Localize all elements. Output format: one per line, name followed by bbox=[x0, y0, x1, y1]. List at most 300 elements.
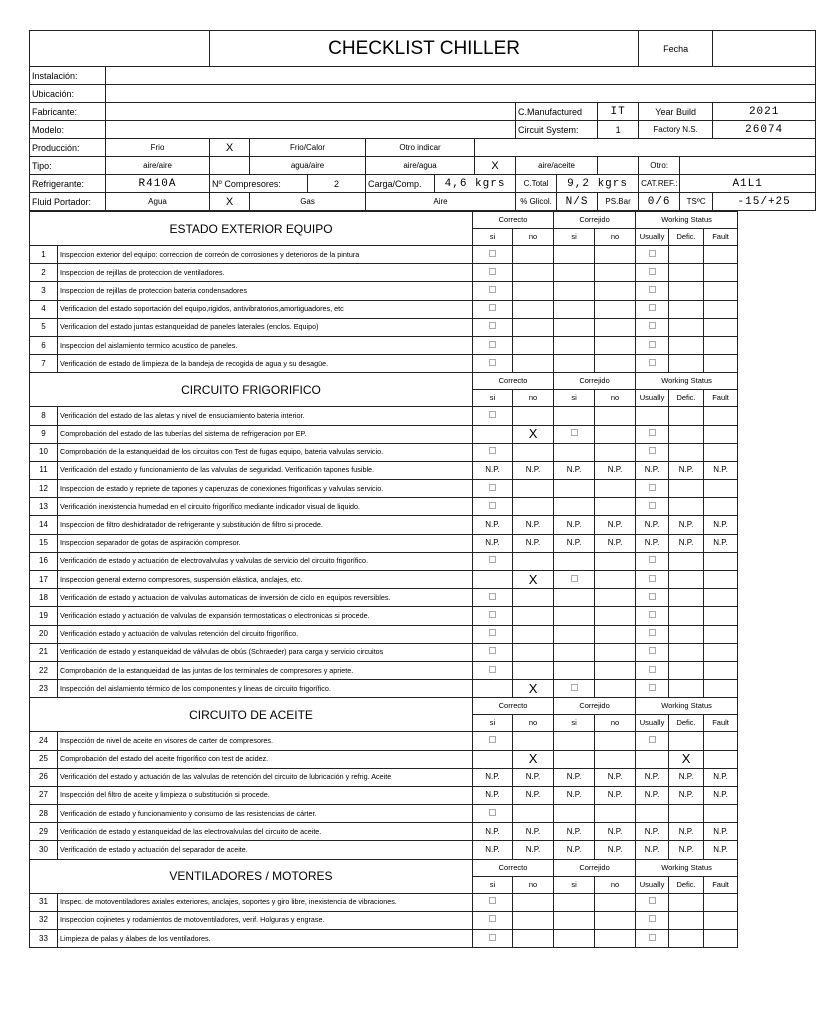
checkbox-icon[interactable] bbox=[649, 684, 656, 691]
corregido-no-cell[interactable] bbox=[595, 480, 636, 498]
fault-cell[interactable] bbox=[704, 607, 738, 625]
defic-cell[interactable] bbox=[669, 893, 704, 911]
usually-cell[interactable] bbox=[636, 805, 669, 823]
usually-cell[interactable] bbox=[636, 589, 669, 607]
si-header: si bbox=[554, 715, 595, 732]
correcto-no-cell[interactable] bbox=[513, 246, 554, 264]
corregido-no-cell[interactable] bbox=[595, 300, 636, 318]
item-description: Verificación de estado de limpieza de la bandeja de recogida de agua y su desagüe. bbox=[58, 355, 473, 373]
correcto-si-cell[interactable] bbox=[473, 930, 513, 948]
fault-header: Fault bbox=[704, 715, 738, 732]
usually-header: Usually bbox=[636, 390, 669, 407]
fault-cell[interactable] bbox=[704, 282, 738, 300]
corregido-no-cell[interactable] bbox=[595, 750, 636, 768]
checkbox-icon[interactable] bbox=[649, 447, 656, 454]
defic-cell[interactable] bbox=[669, 732, 704, 750]
checkbox-icon[interactable] bbox=[489, 268, 496, 275]
checkbox-icon[interactable] bbox=[489, 359, 496, 366]
correcto-si-cell[interactable] bbox=[473, 282, 513, 300]
usually-cell[interactable] bbox=[636, 680, 669, 698]
usually-cell[interactable] bbox=[636, 661, 669, 679]
defic-cell[interactable] bbox=[669, 552, 704, 570]
correcto-no-cell[interactable]: X bbox=[513, 425, 554, 443]
item-number: 22 bbox=[30, 661, 58, 679]
defic-cell[interactable] bbox=[669, 443, 704, 461]
defic-cell[interactable] bbox=[669, 300, 704, 318]
produccion-other-value[interactable] bbox=[475, 139, 816, 157]
correcto-no-cell[interactable] bbox=[513, 893, 554, 911]
correcto-si-cell[interactable] bbox=[473, 732, 513, 750]
correcto-no-cell[interactable] bbox=[513, 264, 554, 282]
aire-agua-option: aire/agua bbox=[366, 157, 475, 175]
checkbox-icon[interactable] bbox=[489, 322, 496, 329]
corregido-si-cell[interactable] bbox=[554, 407, 595, 425]
fault-cell[interactable] bbox=[704, 425, 738, 443]
checkbox-icon[interactable] bbox=[649, 647, 656, 654]
corregido-no-cell[interactable] bbox=[595, 443, 636, 461]
checkbox-icon[interactable] bbox=[649, 268, 656, 275]
correcto-si-cell: N.P. bbox=[473, 823, 513, 841]
checkbox-icon[interactable] bbox=[649, 666, 656, 673]
corregido-no-cell[interactable] bbox=[595, 425, 636, 443]
correcto-no-cell[interactable] bbox=[513, 443, 554, 461]
corregido-si-cell[interactable] bbox=[554, 480, 595, 498]
si-header: si bbox=[554, 229, 595, 246]
section-title: VENTILADORES / MOTORES bbox=[30, 859, 473, 893]
defic-cell[interactable] bbox=[669, 246, 704, 264]
usually-cell[interactable] bbox=[636, 355, 669, 373]
corregido-no-cell[interactable] bbox=[595, 355, 636, 373]
corregido-no-cell[interactable] bbox=[595, 607, 636, 625]
checkbox-icon[interactable] bbox=[489, 250, 496, 257]
correcto-si-cell[interactable] bbox=[473, 625, 513, 643]
correcto-no-cell[interactable] bbox=[513, 930, 554, 948]
no-header: no bbox=[595, 390, 636, 407]
instalacion-value[interactable] bbox=[106, 67, 816, 85]
corregido-si-cell[interactable] bbox=[554, 443, 595, 461]
corregido-no-cell[interactable] bbox=[595, 911, 636, 929]
item-description: Inspeccion de estado y repriete de tapones y caperuzas de conexiones frigorificas y valvulas servicio. bbox=[58, 480, 473, 498]
correcto-no-cell[interactable] bbox=[513, 300, 554, 318]
defic-cell[interactable] bbox=[669, 625, 704, 643]
checkbox-icon[interactable] bbox=[489, 502, 496, 509]
correcto-no-cell: N.P. bbox=[513, 534, 554, 552]
fault-cell[interactable] bbox=[704, 571, 738, 589]
corregido-no-cell[interactable] bbox=[595, 282, 636, 300]
usually-cell: N.P. bbox=[636, 823, 669, 841]
corregido-no-cell[interactable] bbox=[595, 318, 636, 336]
corregido-si-cell[interactable] bbox=[554, 680, 595, 698]
year-build-value: 2021 bbox=[713, 103, 816, 121]
checklist-row bbox=[30, 589, 738, 607]
checkbox-icon[interactable] bbox=[489, 666, 496, 673]
no-header: no bbox=[513, 715, 554, 732]
corregido-no-cell[interactable] bbox=[595, 589, 636, 607]
correcto-no-cell[interactable] bbox=[513, 355, 554, 373]
correcto-si-cell[interactable] bbox=[473, 571, 513, 589]
defic-cell: N.P. bbox=[669, 768, 704, 786]
modelo-label: Modelo: bbox=[30, 121, 106, 139]
correcto-no-cell[interactable] bbox=[513, 589, 554, 607]
corregido-si-cell[interactable] bbox=[554, 893, 595, 911]
correcto-no-cell[interactable] bbox=[513, 552, 554, 570]
corregido-si-cell[interactable] bbox=[554, 750, 595, 768]
usually-cell[interactable] bbox=[636, 625, 669, 643]
fault-cell[interactable] bbox=[704, 480, 738, 498]
usually-cell[interactable] bbox=[636, 750, 669, 768]
aire-aceite-option: aire/aceite bbox=[516, 157, 598, 175]
corregido-si-cell[interactable] bbox=[554, 571, 595, 589]
fault-cell[interactable] bbox=[704, 732, 738, 750]
item-description: Inspeccion cojinetes y rodamientos de motoventiladores, verif. Holguras y engrase. bbox=[58, 911, 473, 929]
correcto-si-cell[interactable] bbox=[473, 680, 513, 698]
corregido-no-cell[interactable] bbox=[595, 264, 636, 282]
fault-cell[interactable] bbox=[704, 443, 738, 461]
corregido-si-cell[interactable] bbox=[554, 661, 595, 679]
defic-cell[interactable] bbox=[669, 680, 704, 698]
checkbox-icon[interactable] bbox=[649, 629, 656, 636]
fault-cell[interactable] bbox=[704, 625, 738, 643]
frio-mark[interactable]: X bbox=[210, 139, 250, 157]
usually-cell[interactable] bbox=[636, 607, 669, 625]
corregido-si-cell[interactable] bbox=[554, 552, 595, 570]
checkbox-icon[interactable] bbox=[649, 429, 656, 436]
corregido-si-cell[interactable] bbox=[554, 246, 595, 264]
corregido-header: Correjido bbox=[554, 212, 636, 229]
agua-mark[interactable]: X bbox=[210, 193, 250, 211]
correcto-no-cell[interactable] bbox=[513, 661, 554, 679]
si-header: si bbox=[473, 876, 513, 893]
fault-cell[interactable] bbox=[704, 300, 738, 318]
defic-cell[interactable] bbox=[669, 589, 704, 607]
fault-cell[interactable] bbox=[704, 318, 738, 336]
correcto-si-cell[interactable] bbox=[473, 498, 513, 516]
item-description: Inspección del filtro de aceite y limpieza o substitución si procede. bbox=[58, 786, 473, 804]
corregido-no-cell[interactable] bbox=[595, 805, 636, 823]
correcto-si-cell[interactable] bbox=[473, 264, 513, 282]
item-number: 23 bbox=[30, 680, 58, 698]
ts-label: TSºC bbox=[680, 193, 713, 211]
corregido-no-cell[interactable] bbox=[595, 407, 636, 425]
checkbox-icon[interactable] bbox=[649, 736, 656, 743]
item-number: 10 bbox=[30, 443, 58, 461]
defic-cell[interactable] bbox=[669, 425, 704, 443]
defic-cell[interactable] bbox=[669, 805, 704, 823]
corregido-si-cell[interactable] bbox=[554, 589, 595, 607]
item-number: 24 bbox=[30, 732, 58, 750]
checkbox-icon[interactable] bbox=[649, 484, 656, 491]
usually-cell[interactable] bbox=[636, 282, 669, 300]
checkbox-icon[interactable] bbox=[649, 341, 656, 348]
correcto-si-cell[interactable] bbox=[473, 661, 513, 679]
checkbox-icon[interactable] bbox=[649, 611, 656, 618]
checkbox-icon[interactable] bbox=[489, 934, 496, 941]
correcto-si-cell[interactable] bbox=[473, 246, 513, 264]
fault-cell[interactable] bbox=[704, 264, 738, 282]
fault-cell[interactable] bbox=[704, 680, 738, 698]
defic-cell[interactable]: X bbox=[669, 750, 704, 768]
fault-cell[interactable] bbox=[704, 246, 738, 264]
corregido-si-cell[interactable] bbox=[554, 625, 595, 643]
usually-header: Usually bbox=[636, 715, 669, 732]
correcto-si-cell[interactable] bbox=[473, 355, 513, 373]
item-description: Verificacion del estado juntas estanqueidad de paneles laterales (enclos. Equipo) bbox=[58, 318, 473, 336]
fault-cell[interactable] bbox=[704, 643, 738, 661]
corregido-no-cell[interactable] bbox=[595, 930, 636, 948]
correcto-no-cell[interactable] bbox=[513, 732, 554, 750]
usually-cell[interactable] bbox=[636, 498, 669, 516]
usually-cell[interactable] bbox=[636, 318, 669, 336]
correcto-no-cell[interactable] bbox=[513, 625, 554, 643]
checkbox-icon[interactable] bbox=[649, 915, 656, 922]
defic-cell[interactable] bbox=[669, 336, 704, 354]
checkbox-icon[interactable] bbox=[489, 447, 496, 454]
correcto-no-cell[interactable] bbox=[513, 318, 554, 336]
defic-header: Defic. bbox=[669, 876, 704, 893]
fault-cell[interactable] bbox=[704, 407, 738, 425]
corregido-si-cell[interactable] bbox=[554, 643, 595, 661]
corregido-si-cell[interactable] bbox=[554, 336, 595, 354]
section-title: CIRCUITO DE ACEITE bbox=[30, 698, 473, 732]
correcto-si-cell[interactable] bbox=[473, 425, 513, 443]
si-header: si bbox=[554, 876, 595, 893]
corregido-no-cell[interactable] bbox=[595, 680, 636, 698]
defic-cell[interactable] bbox=[669, 407, 704, 425]
correcto-si-cell[interactable] bbox=[473, 300, 513, 318]
defic-cell[interactable] bbox=[669, 498, 704, 516]
correcto-no-cell[interactable]: X bbox=[513, 571, 554, 589]
item-description: Verificación de estado y actuacion de valvulas automaticas de inversión de ciclo en equipos reversibles. bbox=[58, 589, 473, 607]
checkbox-icon[interactable] bbox=[489, 286, 496, 293]
defic-cell[interactable] bbox=[669, 318, 704, 336]
corregido-no-cell[interactable] bbox=[595, 246, 636, 264]
correcto-no-cell[interactable]: X bbox=[513, 750, 554, 768]
checkbox-icon[interactable] bbox=[649, 593, 656, 600]
checkbox-icon[interactable] bbox=[649, 304, 656, 311]
checklist-row bbox=[30, 516, 738, 534]
fault-cell[interactable] bbox=[704, 552, 738, 570]
usually-cell[interactable] bbox=[636, 911, 669, 929]
corregido-si-cell[interactable] bbox=[554, 732, 595, 750]
checkbox-icon[interactable] bbox=[649, 556, 656, 563]
corregido-si-cell[interactable] bbox=[554, 355, 595, 373]
item-description: Inspeccion general externo compresores, suspensión elástica, anclajes, etc. bbox=[58, 571, 473, 589]
section-title: CIRCUITO FRIGORIFICO bbox=[30, 373, 473, 407]
refrigerante-value: R410A bbox=[106, 175, 210, 193]
corregido-si-cell[interactable] bbox=[554, 300, 595, 318]
corregido-si-cell[interactable] bbox=[554, 930, 595, 948]
correcto-no-cell: N.P. bbox=[513, 768, 554, 786]
corregido-si-cell[interactable] bbox=[554, 282, 595, 300]
aire-aceite-mark[interactable] bbox=[598, 157, 639, 175]
correcto-no-cell[interactable] bbox=[513, 407, 554, 425]
corregido-si-cell[interactable] bbox=[554, 264, 595, 282]
fault-cell[interactable] bbox=[704, 355, 738, 373]
correcto-si-cell[interactable] bbox=[473, 643, 513, 661]
checkbox-icon[interactable] bbox=[489, 611, 496, 618]
corregido-no-cell[interactable] bbox=[595, 336, 636, 354]
corregido-si-cell: N.P. bbox=[554, 786, 595, 804]
corregido-si-cell[interactable] bbox=[554, 425, 595, 443]
checkbox-icon[interactable] bbox=[649, 322, 656, 329]
correcto-no-cell[interactable] bbox=[513, 480, 554, 498]
fault-cell[interactable] bbox=[704, 911, 738, 929]
corregido-no-cell[interactable] bbox=[595, 661, 636, 679]
otro-indicar-option: Otro indicar bbox=[366, 139, 475, 157]
defic-cell[interactable] bbox=[669, 911, 704, 929]
defic-cell[interactable] bbox=[669, 661, 704, 679]
corregido-si-cell[interactable] bbox=[554, 318, 595, 336]
defic-cell[interactable] bbox=[669, 607, 704, 625]
correcto-si-cell[interactable] bbox=[473, 480, 513, 498]
checkbox-icon[interactable] bbox=[489, 593, 496, 600]
ubicacion-value[interactable] bbox=[106, 85, 816, 103]
correcto-no-cell[interactable] bbox=[513, 607, 554, 625]
usually-cell: N.P. bbox=[636, 768, 669, 786]
correcto-no-cell[interactable] bbox=[513, 911, 554, 929]
checkbox-icon[interactable] bbox=[571, 429, 578, 436]
usually-cell[interactable] bbox=[636, 300, 669, 318]
item-number: 3 bbox=[30, 282, 58, 300]
corregido-no-cell[interactable] bbox=[595, 732, 636, 750]
checkbox-icon[interactable] bbox=[571, 575, 578, 582]
correcto-no-cell[interactable] bbox=[513, 643, 554, 661]
correcto-si-cell[interactable] bbox=[473, 805, 513, 823]
usually-cell[interactable] bbox=[636, 407, 669, 425]
correcto-no-cell[interactable] bbox=[513, 805, 554, 823]
usually-cell[interactable] bbox=[636, 425, 669, 443]
usually-cell[interactable] bbox=[636, 552, 669, 570]
correcto-si-cell[interactable] bbox=[473, 750, 513, 768]
fault-cell[interactable] bbox=[704, 893, 738, 911]
corregido-si-cell[interactable] bbox=[554, 607, 595, 625]
correcto-no-cell[interactable]: X bbox=[513, 680, 554, 698]
corregido-si-cell[interactable] bbox=[554, 805, 595, 823]
fault-cell[interactable] bbox=[704, 498, 738, 516]
no-header: no bbox=[595, 876, 636, 893]
correcto-si-cell[interactable] bbox=[473, 443, 513, 461]
usually-cell[interactable] bbox=[636, 336, 669, 354]
correcto-si-cell[interactable] bbox=[473, 552, 513, 570]
defic-cell[interactable] bbox=[669, 643, 704, 661]
item-number: 21 bbox=[30, 643, 58, 661]
corregido-no-cell[interactable] bbox=[595, 643, 636, 661]
defic-cell[interactable] bbox=[669, 355, 704, 373]
corregido-no-cell[interactable] bbox=[595, 552, 636, 570]
item-description: Verificación estado y actuación de valvulas de expansión termostaticas o electronicas si procede. bbox=[58, 607, 473, 625]
checkbox-icon[interactable] bbox=[649, 359, 656, 366]
usually-cell[interactable] bbox=[636, 930, 669, 948]
correcto-no-cell[interactable] bbox=[513, 282, 554, 300]
aire-aire-mark[interactable] bbox=[210, 157, 250, 175]
fault-cell[interactable] bbox=[704, 750, 738, 768]
corregido-no-cell[interactable] bbox=[595, 498, 636, 516]
checkbox-icon[interactable] bbox=[489, 304, 496, 311]
correcto-si-cell[interactable] bbox=[473, 318, 513, 336]
item-number: 5 bbox=[30, 318, 58, 336]
item-number: 26 bbox=[30, 768, 58, 786]
checkbox-icon[interactable] bbox=[649, 575, 656, 582]
correcto-no-cell: N.P. bbox=[513, 461, 554, 479]
checkbox-icon[interactable] bbox=[649, 286, 656, 293]
item-number: 15 bbox=[30, 534, 58, 552]
defic-cell[interactable] bbox=[669, 480, 704, 498]
corregido-no-cell[interactable] bbox=[595, 571, 636, 589]
defic-cell[interactable] bbox=[669, 282, 704, 300]
fault-cell[interactable] bbox=[704, 336, 738, 354]
corregido-si-cell[interactable] bbox=[554, 498, 595, 516]
checkbox-icon[interactable] bbox=[649, 250, 656, 257]
correcto-si-cell[interactable] bbox=[473, 607, 513, 625]
defic-cell[interactable] bbox=[669, 264, 704, 282]
usually-cell: N.P. bbox=[636, 786, 669, 804]
defic-cell[interactable] bbox=[669, 930, 704, 948]
correcto-si-cell[interactable] bbox=[473, 589, 513, 607]
correcto-si-cell[interactable] bbox=[473, 407, 513, 425]
checkbox-icon[interactable] bbox=[489, 411, 496, 418]
correcto-si-cell[interactable] bbox=[473, 336, 513, 354]
logo-box bbox=[30, 31, 210, 67]
fault-cell[interactable] bbox=[704, 661, 738, 679]
checkbox-icon[interactable] bbox=[489, 897, 496, 904]
corregido-no-cell[interactable] bbox=[595, 893, 636, 911]
checkbox-icon[interactable] bbox=[489, 556, 496, 563]
usually-cell[interactable] bbox=[636, 732, 669, 750]
otro-value[interactable] bbox=[680, 157, 816, 175]
frio-calor-option: Frio/Calor bbox=[250, 139, 366, 157]
gas-option: Gas bbox=[250, 193, 366, 211]
aire-agua-mark[interactable]: X bbox=[475, 157, 516, 175]
corregido-no-cell[interactable] bbox=[595, 625, 636, 643]
usually-cell[interactable] bbox=[636, 643, 669, 661]
fecha-value[interactable] bbox=[713, 31, 816, 67]
correcto-si-cell[interactable] bbox=[473, 911, 513, 929]
checkbox-icon[interactable] bbox=[571, 684, 578, 691]
checkbox-icon[interactable] bbox=[489, 341, 496, 348]
checkbox-icon[interactable] bbox=[489, 809, 496, 816]
checkbox-icon[interactable] bbox=[489, 915, 496, 922]
working-status-header: Working Status bbox=[636, 698, 738, 715]
fabricante-value[interactable] bbox=[106, 103, 516, 121]
catref-label: CAT.REF.: bbox=[639, 175, 680, 193]
fault-cell[interactable] bbox=[704, 930, 738, 948]
checkbox-icon[interactable] bbox=[489, 484, 496, 491]
usually-cell[interactable] bbox=[636, 264, 669, 282]
usually-cell[interactable] bbox=[636, 246, 669, 264]
usually-cell[interactable] bbox=[636, 480, 669, 498]
checkbox-icon[interactable] bbox=[649, 897, 656, 904]
fault-cell[interactable] bbox=[704, 589, 738, 607]
defic-header: Defic. bbox=[669, 715, 704, 732]
defic-header: Defic. bbox=[669, 229, 704, 246]
checkbox-icon[interactable] bbox=[489, 647, 496, 654]
checkbox-icon[interactable] bbox=[649, 934, 656, 941]
corregido-si-cell[interactable] bbox=[554, 911, 595, 929]
usually-cell[interactable] bbox=[636, 443, 669, 461]
checkbox-icon[interactable] bbox=[489, 736, 496, 743]
usually-cell[interactable] bbox=[636, 571, 669, 589]
modelo-value[interactable] bbox=[106, 121, 516, 139]
correcto-no-cell[interactable] bbox=[513, 498, 554, 516]
checkbox-icon[interactable] bbox=[649, 502, 656, 509]
item-description: Inspeccion de rejillas de proteccion bateria condensadores bbox=[58, 282, 473, 300]
fault-cell[interactable] bbox=[704, 805, 738, 823]
defic-cell[interactable] bbox=[669, 571, 704, 589]
correcto-no-cell[interactable] bbox=[513, 336, 554, 354]
correcto-si-cell[interactable] bbox=[473, 893, 513, 911]
usually-cell[interactable] bbox=[636, 893, 669, 911]
checkbox-icon[interactable] bbox=[489, 629, 496, 636]
